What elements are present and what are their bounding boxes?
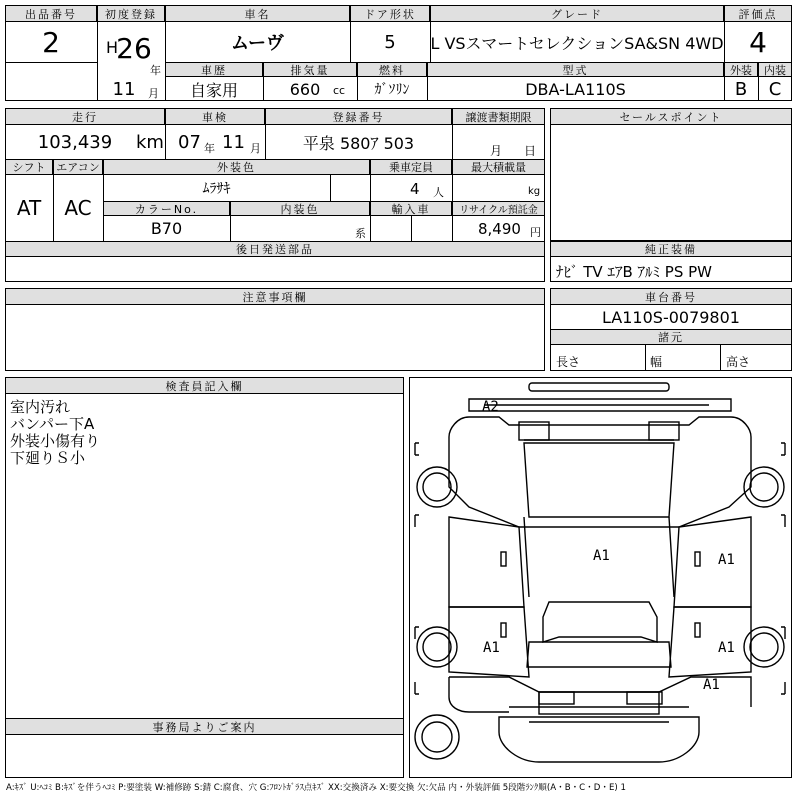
ac-label: エアコン [53,159,103,175]
capacity-unit: 人 [433,186,444,199]
damage-mark: A1 [718,552,735,568]
displacement: 660 [289,79,321,99]
damage-mark: A1 [483,640,500,656]
damage-mark: A2 [482,399,499,415]
color-label: 外装色 [103,159,370,175]
ac: AC [64,196,92,220]
car-diagram [409,377,792,778]
interior-grade: C [768,78,782,100]
door: 5 [384,31,396,53]
displacement-label: 排気量 [263,62,357,77]
recycle-label: リサイクル預託金 [452,201,545,216]
model-label: 型式 [427,62,724,77]
mileage-label: 走行 [5,108,165,125]
plate-label: 登録番号 [265,108,452,125]
chassis-label: 車台番号 [550,288,792,305]
mileage-unit: km [136,132,164,153]
insp-month: 11 [222,132,245,153]
damage-mark: A1 [593,548,610,564]
door-label: ドア形状 [350,5,430,22]
damage-mark: A1 [718,640,735,656]
shift: AT [16,196,42,220]
model: DBA-LA110S [525,79,626,99]
grade: L VSスマートセレクションSA&SN 4WD [430,33,724,53]
transfer-month-unit: 月 [490,144,503,158]
transfer-label: 譲渡書類期限 [452,108,545,125]
legend: A:ｷｽﾞ U:ﾍｺﾐ B:ｷｽﾞを伴うﾍｺﾐ P:要塗装 W:補修跡 S:錆 C:腐食、穴 G:ﾌﾛﾝﾄｶﾞﾗｽ点ｷｽﾞ XX:交換済み X:要交換 欠:欠品 内・外装評価 5段階ﾗﾝｸ順(A・B・C・D・E) 1 [6,783,626,793]
sales-point-label: セールスポイント [550,108,792,125]
car-name: ムーヴ [230,33,285,54]
office-label: 事務局よりご案内 [5,718,404,735]
interior-label: 内装 [758,62,792,77]
chassis-number: LA110S-0079801 [602,307,740,327]
int-color-label: 内装色 [230,201,370,216]
insp-year-unit: 年 [204,142,215,155]
damage-mark: A1 [703,677,720,693]
fuel-label: 燃料 [357,62,427,77]
int-color-unit: 系 [355,227,366,240]
color-no: B70 [150,219,183,238]
reg-year: 26 [116,31,152,65]
first-reg-label: 初度登録 [97,5,165,22]
inspector-line: バンパー下A [10,415,95,433]
dims-height: 高さ [726,355,751,369]
transfer-day-unit: 日 [524,144,537,158]
inspection-label: 車検 [165,108,265,125]
inspector-label: 検査員記入欄 [5,377,404,394]
genuine-equipment: ﾅﾋﾞ TV ｴｱB ｱﾙﾐ PS PW [556,263,712,281]
exterior-label: 外装 [724,62,758,77]
sales-point-box [550,108,792,241]
dims-width: 幅 [650,355,663,369]
insp-month-unit: 月 [250,142,261,155]
history-label: 車歴 [165,62,263,77]
recycle: 8,490 [478,220,521,238]
plate: 平泉 580ｱ 503 [302,133,415,153]
later-parts-label: 後日発送部品 [5,241,545,257]
load-unit: kg [528,186,541,197]
lot-number-label: 出品番号 [5,5,97,22]
score: 4 [749,25,767,59]
capacity-label: 乗車定員 [370,159,452,175]
dims-length: 長さ [556,355,581,369]
era: H [106,38,119,57]
genuine-equipment-label: 純正装備 [550,241,792,257]
inspector-line: 下廻りＳ小 [10,449,86,467]
mileage: 103,439 [37,131,113,153]
import-label: 輸入車 [370,201,452,216]
shift-label: シフト [5,159,53,175]
inspector-line: 室内汚れ [10,398,71,416]
fuel: ｶﾞｿﾘﾝ [374,82,410,98]
color-no-label: カラーNo. [103,201,230,216]
reg-month: 11 [112,79,136,100]
insp-year: 07 [178,132,201,153]
displacement-unit: cc [333,84,346,97]
notes-label: 注意事項欄 [5,288,545,305]
inspector-line: 外装小傷有り [10,432,101,450]
exterior-grade: B [734,78,748,100]
month-unit: 月 [148,87,159,100]
car-name-label: 車名 [165,5,350,22]
capacity: 4 [410,180,420,198]
score-label: 評価点 [724,5,792,22]
history: 自家用 [189,80,238,100]
lot-number: 2 [42,25,60,59]
dims-label: 諸元 [550,329,792,345]
color: ﾑﾗｻｷ [202,181,231,197]
grade-label: グレード [430,5,724,22]
year-unit: 年 [150,64,161,77]
load-label: 最大積載量 [452,159,545,175]
recycle-unit: 円 [530,226,541,239]
